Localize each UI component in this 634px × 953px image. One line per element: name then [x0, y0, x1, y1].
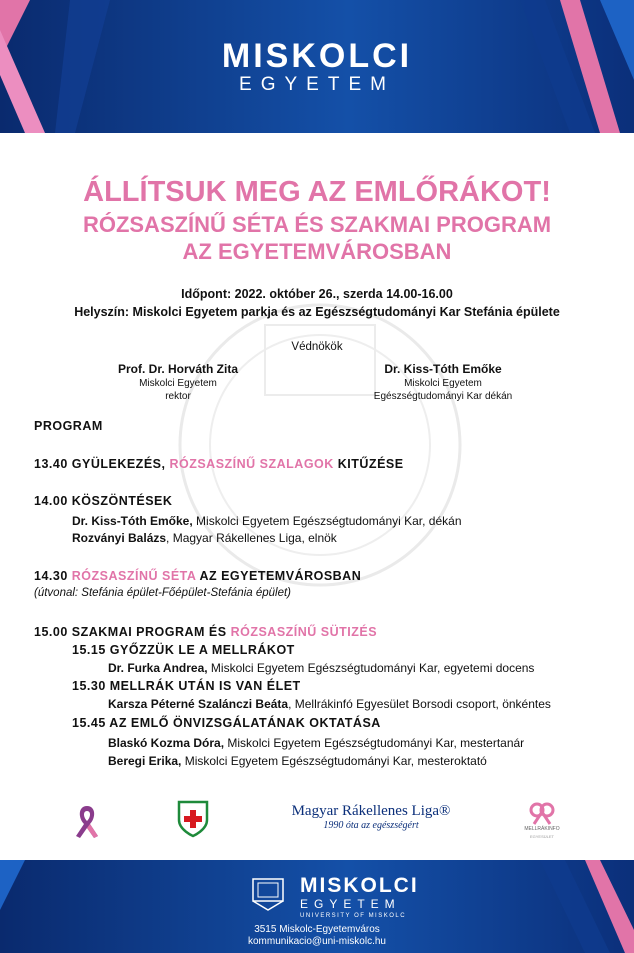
item2-s2-desc: , Magyar Rákellenes Liga, elnök — [166, 531, 337, 545]
item4-talk-1: 15.15 GYŐZZÜK LE A MELLRÁKOT — [72, 643, 295, 657]
t1-desc: Miskolci Egyetem Egészségtudományi Kar, egyetemi docens — [207, 661, 535, 675]
logo-line2: EGYETEM — [239, 74, 395, 95]
item2-speaker-1 — [72, 514, 462, 528]
footer-logo-line1: MISKOLCI — [300, 874, 419, 897]
liga-name: Magyar Rákellenes Liga® — [291, 803, 451, 819]
program-heading: PROGRAM — [34, 419, 103, 433]
item1-text-a: 13.40 GYÜLEKEZÉS, — [34, 457, 170, 471]
item3-text-a: 14.30 — [34, 569, 72, 583]
item4-talk-2-speaker — [108, 697, 551, 711]
t2-desc: , Mellrákinfó Egyesület Borsodi csoport, önkéntes — [288, 697, 551, 711]
patrons-heading: Védnökök — [291, 341, 343, 353]
item3-route: (útvonal: Stefánia épület-Főépület-Stefánia épület) — [34, 587, 291, 599]
subtitle — [0, 211, 634, 265]
program-item-2-title: 14.00 KÖSZÖNTÉSEK — [34, 494, 173, 508]
patron-left-org: Miskolci Egyetem — [139, 378, 217, 389]
patron-left — [48, 361, 308, 403]
program-item-4 — [34, 625, 377, 639]
mellrakinfo-sub: EGYESÜLET — [529, 834, 554, 839]
program-item-1 — [34, 457, 404, 471]
item2-s2-name: Rozványi Balázs — [72, 531, 167, 545]
item4-text-a: 15.00 SZAKMAI PROGRAM ÉS — [34, 625, 231, 639]
item2-speaker-2 — [72, 531, 337, 545]
t3-name1: Blaskó Kozma Dóra, — [108, 736, 225, 750]
red-cross-shield-icon — [177, 800, 209, 838]
footer-address: 3515 Miskolc-Egyetemváros — [254, 924, 380, 935]
item4-talk-1-speaker — [108, 661, 534, 675]
item4-talk-3: 15.45 AZ EMLŐ ÖNVIZSGÁLATÁNAK OKTATÁSA — [72, 716, 381, 730]
item2-s1-name: Dr. Kiss-Tóth Emőke, — [72, 514, 193, 528]
logo-line1: MISKOLCI — [221, 37, 413, 75]
liga-logo — [286, 803, 456, 831]
t3-desc2: Miskolci Egyetem Egészségtudományi Kar, mesteroktató — [181, 754, 487, 768]
t1-name: Dr. Furka Andrea, — [108, 661, 208, 675]
patron-right-name: Dr. Kiss-Tóth Emőke — [384, 362, 502, 376]
footer-logo-line3: UNIVERSITY OF MISKOLC — [300, 913, 407, 919]
header-banner — [0, 0, 634, 133]
patron-right — [313, 361, 573, 403]
footer-logo — [300, 875, 419, 921]
patron-left-role: rektor — [165, 391, 191, 402]
program-item-3 — [34, 569, 361, 583]
footer-contact — [0, 924, 634, 948]
mellrakinfo-logo — [512, 826, 572, 840]
item4-talk-3-speaker-1 — [108, 736, 524, 750]
event-details — [0, 285, 634, 321]
event-location: Helyszín: Miskolci Egyetem parkja és az Egészségtudományi Kar Stefánia épülete — [74, 305, 560, 319]
patron-left-name: Prof. Dr. Horváth Zita — [117, 362, 239, 376]
item2-s1-desc: Miskolci Egyetem Egészségtudományi Kar, dékán — [192, 514, 462, 528]
main-title: ÁLLÍTSUK MEG AZ EMLŐRÁKOT! — [83, 176, 551, 208]
footer-logo-line2: EGYETEM — [300, 897, 401, 911]
t3-name2: Beregi Erika, — [108, 754, 182, 768]
item3-text-c: AZ EGYETEMVÁROSBAN — [195, 569, 362, 583]
t2-name: Karsza Péterné Szalánczi Beáta — [108, 697, 289, 711]
subtitle-line1: RÓZSASZÍNŰ SÉTA ÉS SZAKMAI PROGRAM — [82, 212, 552, 237]
item4-talk-3-speaker-2 — [108, 754, 487, 768]
mellrakinfo-ribbon-icon — [528, 800, 556, 826]
item1-text-c: KITŰZÉSE — [333, 457, 404, 471]
subtitle-line2: AZ EGYETEMVÁROSBAN — [182, 239, 452, 264]
liga-slogan: 1990 óta az egészségért — [323, 820, 419, 831]
t3-desc1: Miskolci Egyetem Egészségtudományi Kar, mestertanár — [224, 736, 525, 750]
item4-text-b: RÓZSASZÍNŰ SÜTIZÉS — [230, 625, 378, 639]
item1-text-b: RÓZSASZÍNŰ SZALAGOK — [169, 457, 334, 471]
item4-talk-2: 15.30 MELLRÁK UTÁN IS VAN ÉLET — [72, 679, 301, 693]
patron-right-org: Miskolci Egyetem — [404, 378, 482, 389]
university-logo — [0, 38, 634, 96]
university-seal-icon — [250, 876, 286, 912]
patron-right-role: Egészségtudományi Kar dékán — [373, 391, 513, 402]
mellrakinfo-name: MELLRÁKINFO — [524, 826, 560, 832]
event-date: Időpont: 2022. október 26., szerda 14.00-16.00 — [181, 287, 453, 301]
footer-email[interactable]: kommunikacio@uni-miskolc.hu — [248, 936, 386, 947]
ribbon-icon — [70, 802, 104, 838]
item3-text-b: RÓZSASZÍNŰ SÉTA — [71, 569, 196, 583]
